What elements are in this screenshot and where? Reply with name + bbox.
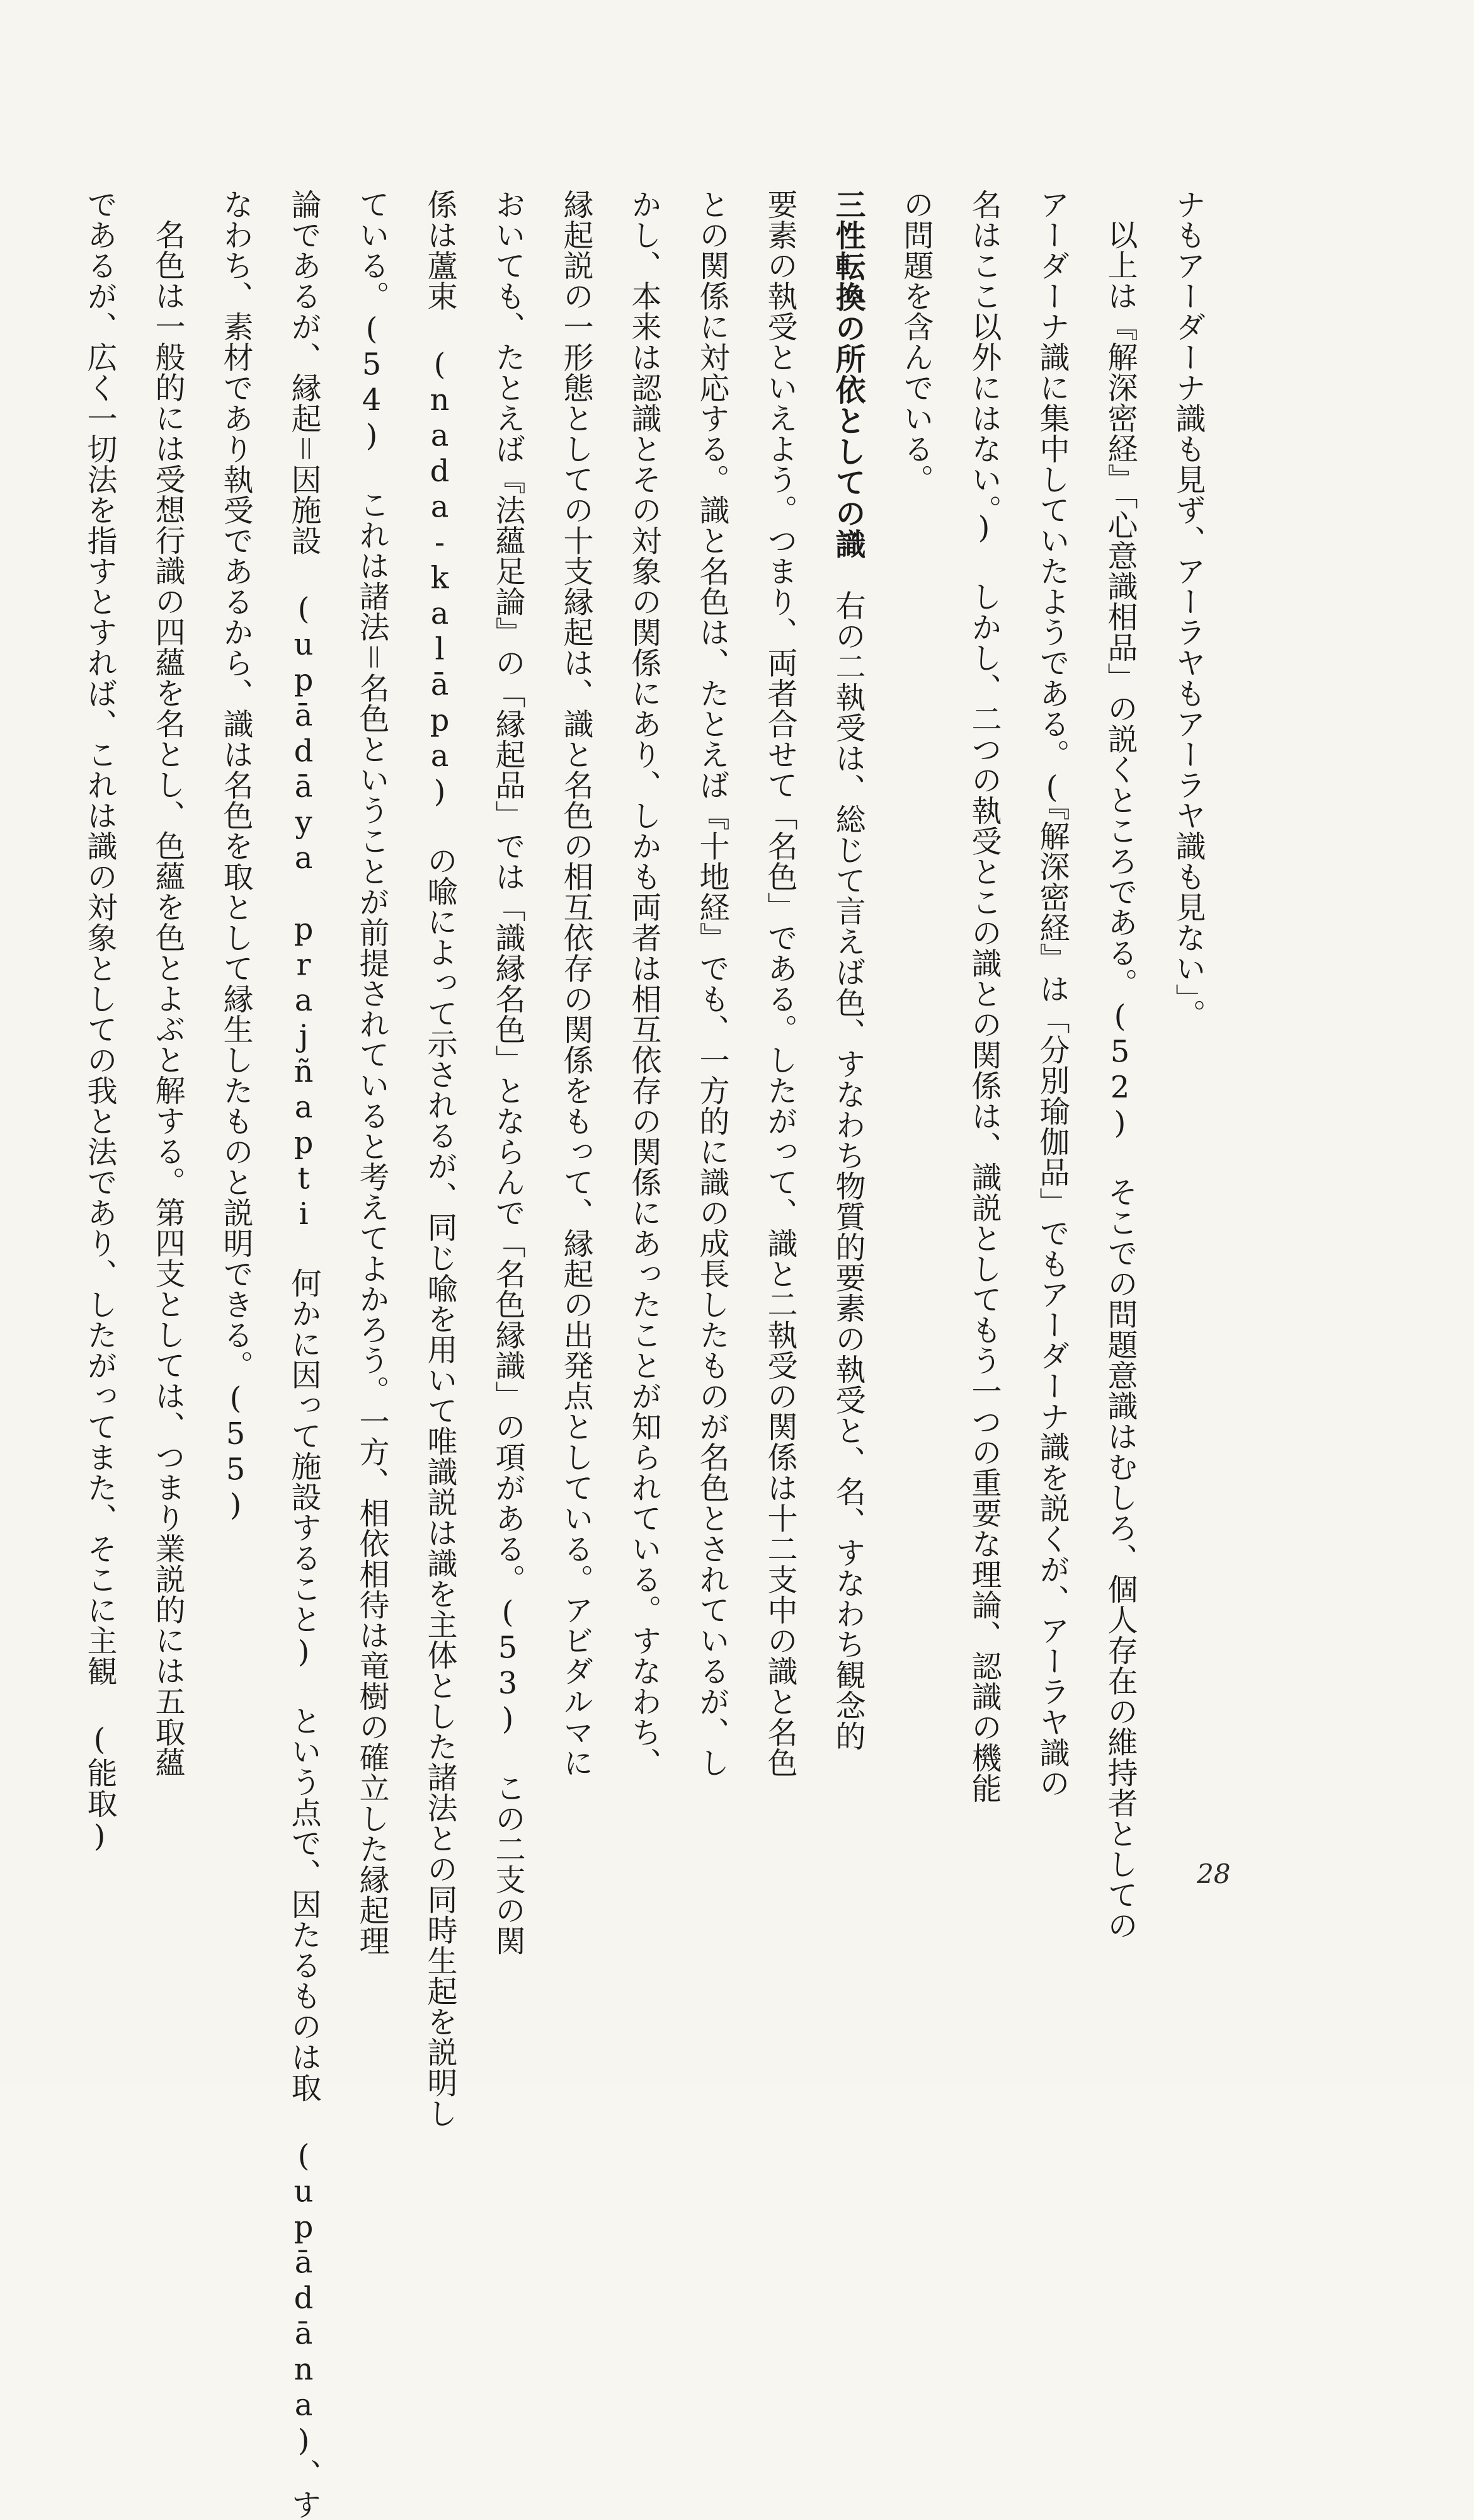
- text-line: 以上は『解深密経』「心意識相品」の説くところである。(52) そこでの問題意識はむしろ、個人存在の維持者としての: [1102, 219, 1138, 1940]
- text-line: との関係に対応する。識と名色は、たとえば『十地経』でも、一方的に識の成長したものが名色とされているが、し: [694, 189, 729, 1778]
- section-heading-line: 三性転換の所依としての識 右の二執受は、総じて言えば色、すなわち物質的要素の執受と、名、すなわち観念的: [830, 189, 866, 1751]
- text-line: ナもアーダーナ識も見ず、アーラヤもアーラヤ識も見ない」。: [1170, 189, 1206, 1029]
- text-line: ている。(54) これは諸法＝名色ということが前提されていると考えてよかろう。一方、相依相待は竜樹の確立した縁起理: [354, 189, 389, 1956]
- text-line: の問題を含んでいる。: [898, 189, 934, 495]
- text-line: 係は蘆束 (nada-kalāpa) の喩によって示されるが、同じ喩を用いて唯識説は識を主体とした諸法との同時生起を説明し: [422, 189, 457, 2129]
- text-line: かし、本来は認識とその対象の関係にあり、しかも両者は相互依存の関係にあったことが知られている。すなわち、: [626, 189, 661, 1778]
- page-number: 28: [1197, 1858, 1231, 1889]
- text-line: 論であるが、縁起＝因施設 (upādāya prajñapti 何かに因って施設すること) という点で、因たるものは取 (upādāna)、す: [286, 189, 321, 2520]
- text-line: なわち、素材であり執受であるから、識は名色を取として縁生したものと説明できる。(55): [218, 189, 253, 1523]
- text-line: 名はここ以外にはない。) しかし、二つの執受とこの識との関係は、識説としてもう一つの重要な理論、認識の機能: [966, 189, 1002, 1804]
- text-line: アーダーナ識に集中していたようである。(『解深密経』は「分別瑜伽品」でもアーダーナ識を説くが、アーラヤ識の: [1034, 189, 1070, 1799]
- text-line: 名色は一般的には受想行識の四蘊を名とし、色蘊を色とよぶと解する。第四支としては、つまり業説的には五取蘊: [150, 219, 185, 1778]
- text-line: おいても、たとえば『法蘊足論』の「縁起品」では「識縁名色」とならんで「名色縁識」の項がある。(53) この二支の関: [490, 189, 525, 1956]
- text-line: 縁起説の一形態としての十支縁起は、識と名色の相互依存の関係をもって、縁起の出発点としている。アビダルマに: [558, 189, 593, 1778]
- text-line: 要素の執受といえよう。つまり、両者合せて「名色」である。したがって、識と二執受の関係は十二支中の識と名色: [762, 189, 797, 1778]
- section-heading: 三性転換の所依としての識: [830, 189, 866, 559]
- text-line: であるが、広く一切法を指すとすれば、これは識の対象としての我と法であり、したがってまた、そこに主観 (能取): [82, 189, 117, 1854]
